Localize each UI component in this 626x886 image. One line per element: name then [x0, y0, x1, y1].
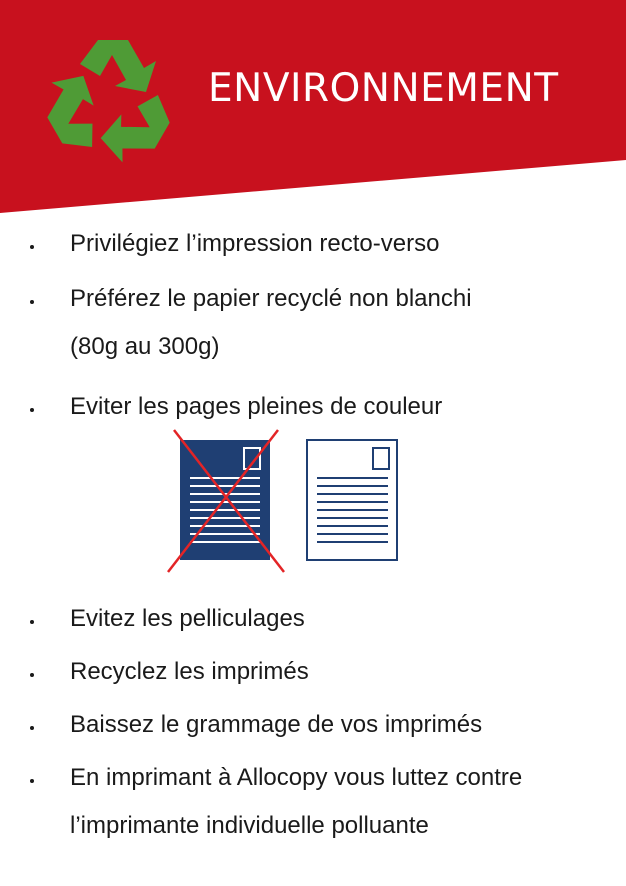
- bullet-dot: [30, 779, 34, 783]
- tip-text: Recyclez les imprimés: [70, 658, 309, 685]
- tip-text: Baissez le grammage de vos imprimés: [70, 711, 483, 738]
- bullet-dot: [30, 245, 34, 249]
- bullet-dot: [30, 408, 34, 412]
- bullet-dot: [30, 620, 34, 624]
- tip-text: Eviter les pages pleines de couleur: [70, 393, 443, 420]
- tip-text-continued: l’imprimante individuelle polluante: [70, 812, 429, 839]
- bullet-dot: [30, 300, 34, 304]
- tip-text: Privilégiez l’impression recto-verso: [70, 230, 440, 257]
- paper-illustration: [160, 428, 410, 578]
- tip-text: Evitez les pelliculages: [70, 605, 305, 632]
- bullet-dot: [30, 726, 34, 730]
- tip-text: En imprimant à Allocopy vous luttez contre: [70, 764, 523, 791]
- recycle-icon: [40, 28, 180, 168]
- tip-text: Préférez le papier recyclé non blanchi: [70, 285, 472, 312]
- page-title: ENVIRONNEMENT: [208, 66, 559, 111]
- white-page-icon: [307, 440, 397, 560]
- tip-text-continued: (80g au 300g): [70, 333, 220, 360]
- bullet-dot: [30, 673, 34, 677]
